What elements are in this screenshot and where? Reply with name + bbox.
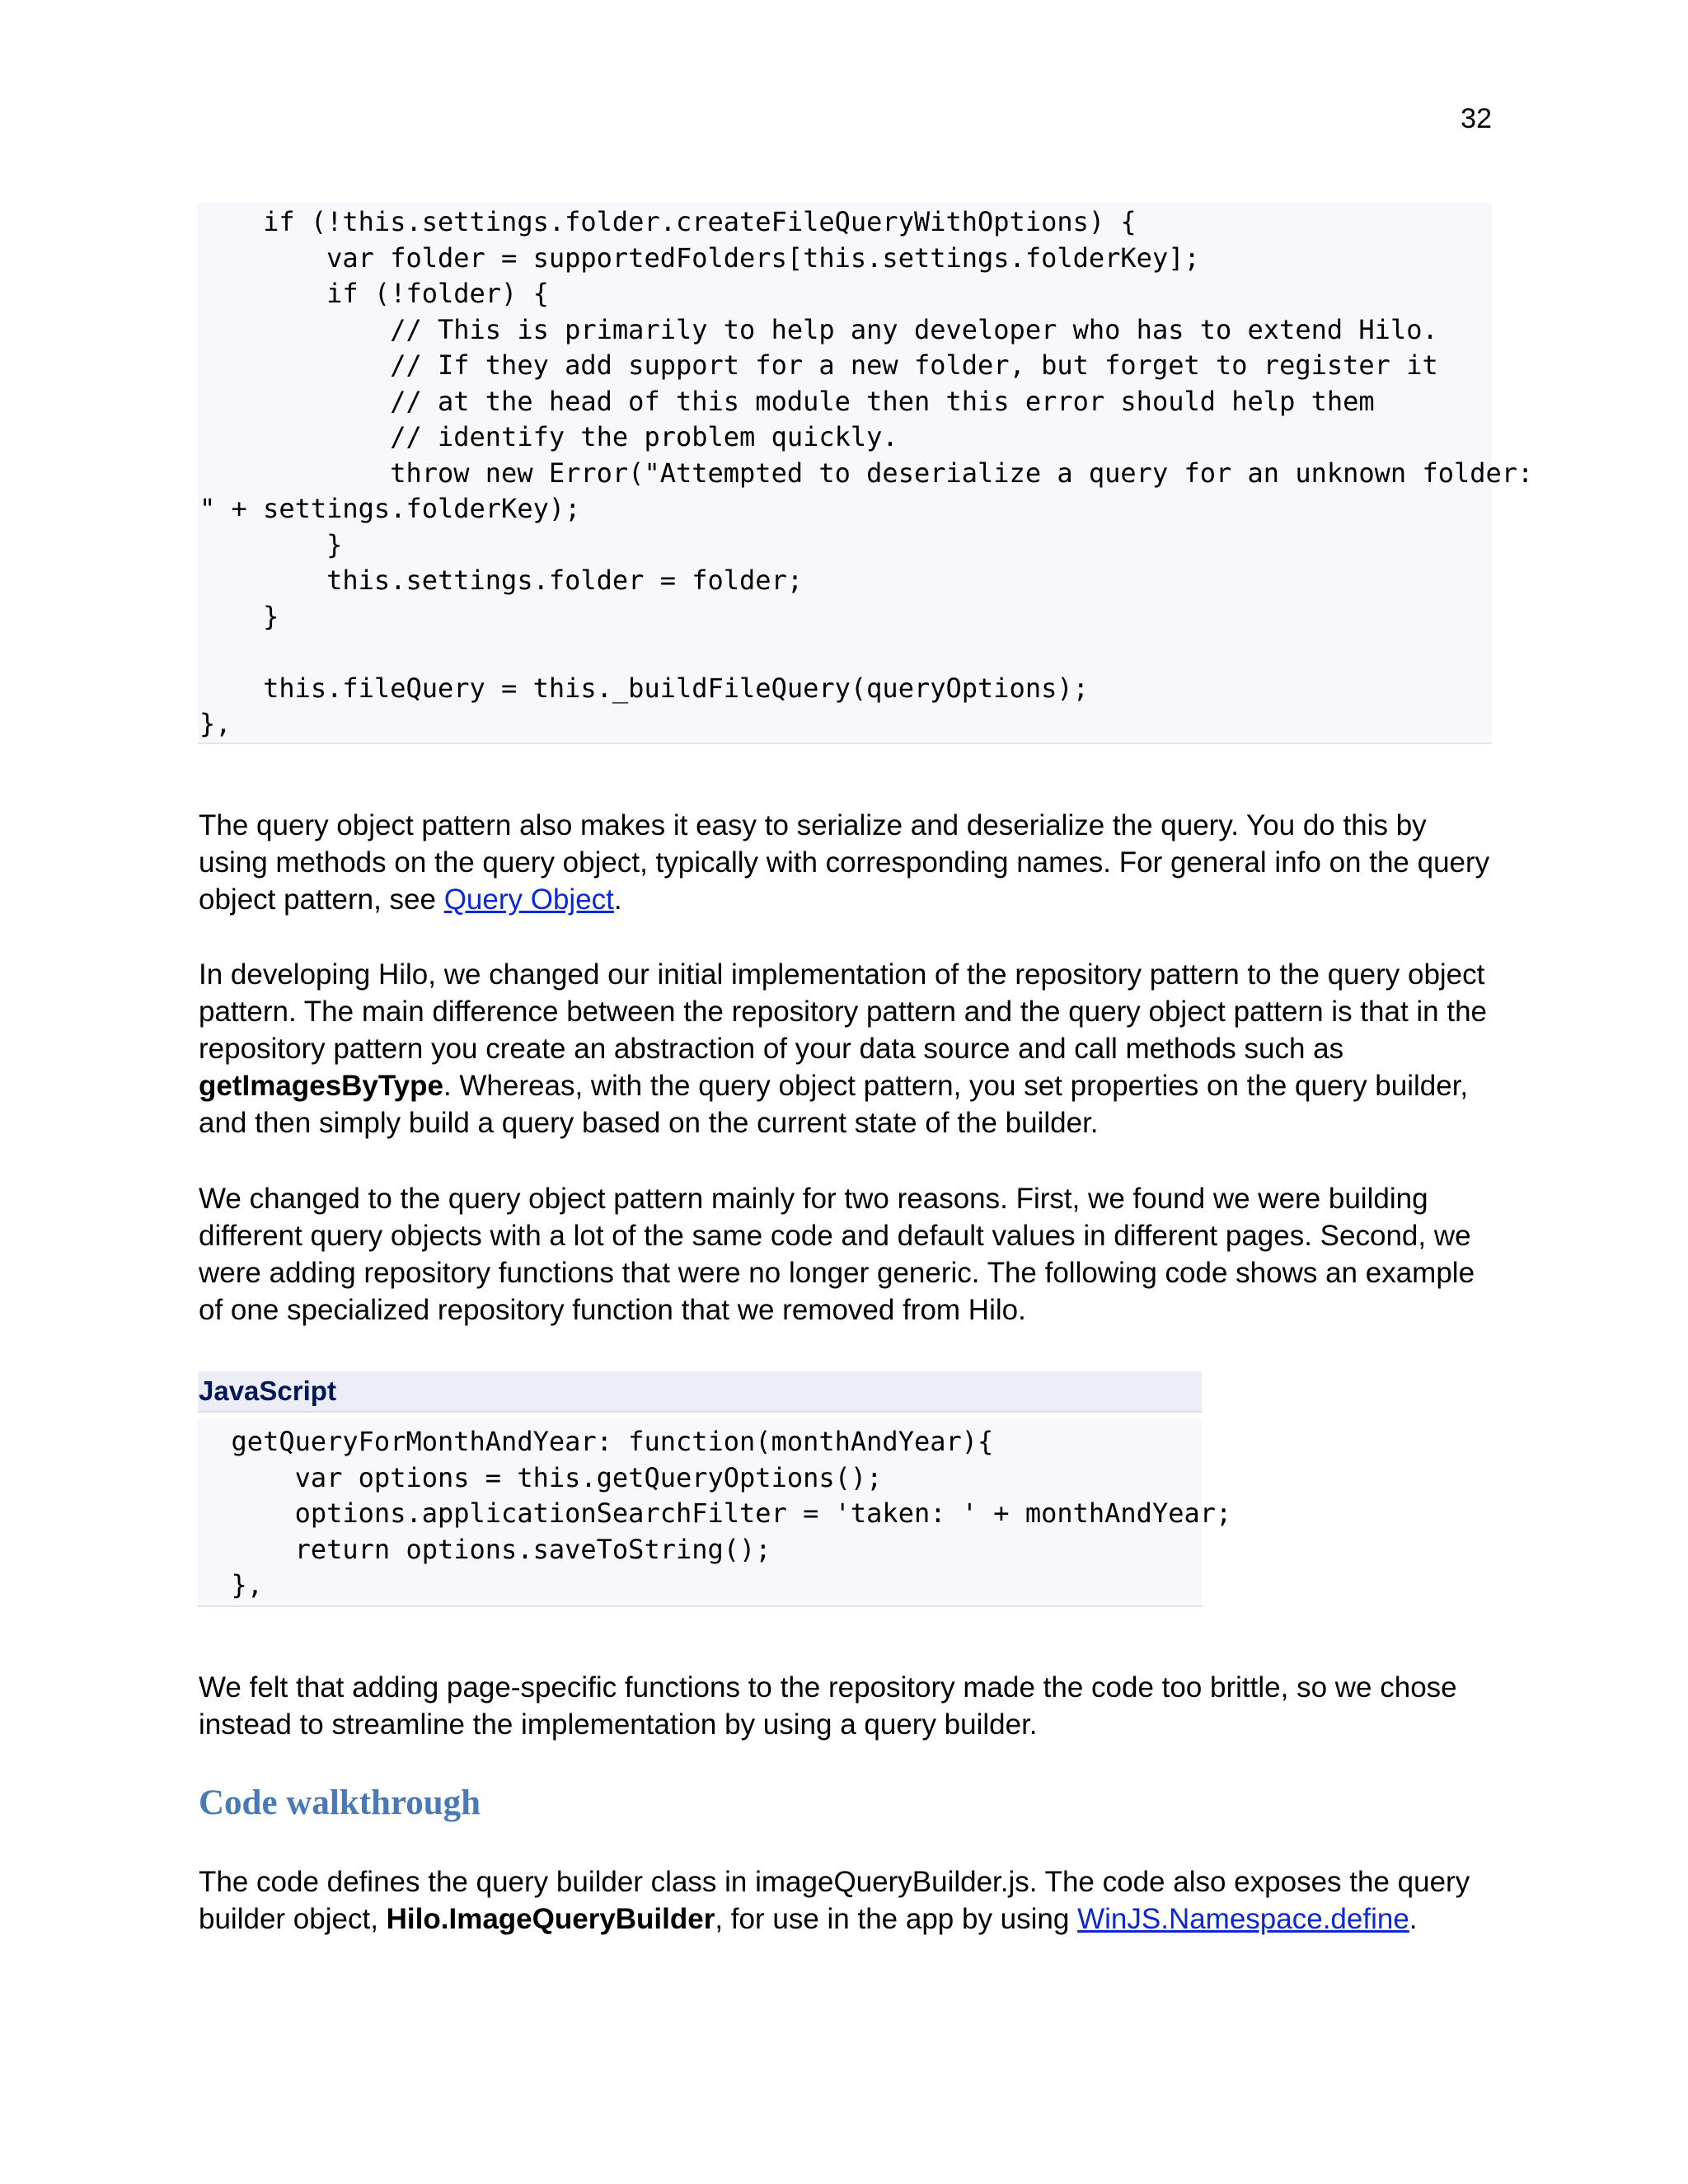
paragraph-text: The code defines the query builder class in imageQueryBuilder.js. The code also exposes the query builder object, bbox=[199, 1866, 1470, 1935]
paragraph-text: The query object pattern also makes it easy to serialize and deserialize the query. You do this by using methods on the query object, typically with corresponding names. For general info on the query object pattern, see bbox=[199, 809, 1490, 916]
code-block bbox=[198, 1419, 1232, 1607]
code-line: var folder = supportedFolders[this.settings.folderKey]; bbox=[199, 241, 1200, 274]
paragraph-code-walkthrough bbox=[199, 1863, 1501, 1938]
code-line: options.applicationSearchFilter = 'taken: ' + monthAndYear; bbox=[199, 1497, 1232, 1529]
method-name: getImagesByType bbox=[199, 1070, 443, 1102]
code-line: this.settings.folder = folder; bbox=[199, 565, 804, 596]
paragraph-text: . bbox=[613, 883, 622, 916]
code-line: // identify the problem quickly. bbox=[199, 421, 898, 452]
page-number: 32 bbox=[1461, 103, 1492, 134]
code-line: getQueryForMonthAndYear: function(monthAndYear){ bbox=[199, 1426, 994, 1457]
code-line: " + settings.folderKey); bbox=[199, 493, 581, 524]
code-line: var options = this.getQueryOptions(); bbox=[199, 1461, 883, 1493]
code-line: // This is primarily to help any developer who has to extend Hilo. bbox=[199, 313, 1438, 345]
code-line: }, bbox=[199, 708, 232, 739]
code-line: throw new Error("Attempted to deserialize a query for an unknown folder: bbox=[199, 457, 1534, 489]
code-line: this.fileQuery = this._buildFileQuery(queryOptions); bbox=[199, 672, 1089, 704]
code-text bbox=[199, 1424, 1232, 1604]
section-heading: Code walkthrough bbox=[199, 1783, 481, 1822]
code-block bbox=[198, 203, 1534, 744]
paragraph-repository-pattern bbox=[199, 956, 1501, 1141]
paragraph-text: , for use in the app by using bbox=[715, 1903, 1078, 1935]
paragraph-text: . bbox=[1409, 1903, 1418, 1935]
paragraph-brittle-code: We felt that adding page-specific functions to the repository made the code too brittle, so we chose instead to streamline the implementation by using a query builder. bbox=[199, 1671, 1457, 1741]
code-language-header: JavaScript bbox=[198, 1371, 1202, 1413]
code-line: // If they add support for a new folder, but forget to register it bbox=[199, 349, 1438, 381]
class-name: Hilo.ImageQueryBuilder bbox=[386, 1903, 715, 1935]
winjs-namespace-define-link[interactable]: WinJS.Namespace.define bbox=[1077, 1903, 1409, 1935]
paragraph-text: In developing Hilo, we changed our initial implementation of the repository pattern to the query object pattern. The main difference between the repository pattern and the query object pattern is that in the repository pattern you create an abstraction of your data source and call methods such as bbox=[199, 958, 1488, 1065]
code-line: }, bbox=[199, 1569, 264, 1601]
query-object-link[interactable]: Query Object bbox=[443, 883, 614, 916]
paragraph-reasons: We changed to the query object pattern mainly for two reasons. First, we found we were building different query objects with a lot of the same code and default values in different pages. Second, we were adding repository functions that were no longer generic. The following code shows an example of one specialized repository function that we removed from Hilo. bbox=[199, 1183, 1475, 1326]
paragraph-text: . Whereas, with the query object pattern, you set properties on the query builder, and then simply build a query based on the current state of the builder. bbox=[199, 1070, 1469, 1139]
paragraph-query-serialization bbox=[199, 807, 1501, 918]
code-line: if (!this.settings.folder.createFileQueryWithOptions) { bbox=[199, 206, 1137, 237]
code-line: if (!folder) { bbox=[199, 278, 549, 309]
code-line: return options.saveToString(); bbox=[199, 1533, 771, 1565]
code-line: // at the head of this module then this error should help them bbox=[199, 385, 1375, 417]
code-text bbox=[199, 204, 1534, 743]
code-line: } bbox=[199, 528, 343, 560]
code-line: } bbox=[199, 600, 279, 632]
